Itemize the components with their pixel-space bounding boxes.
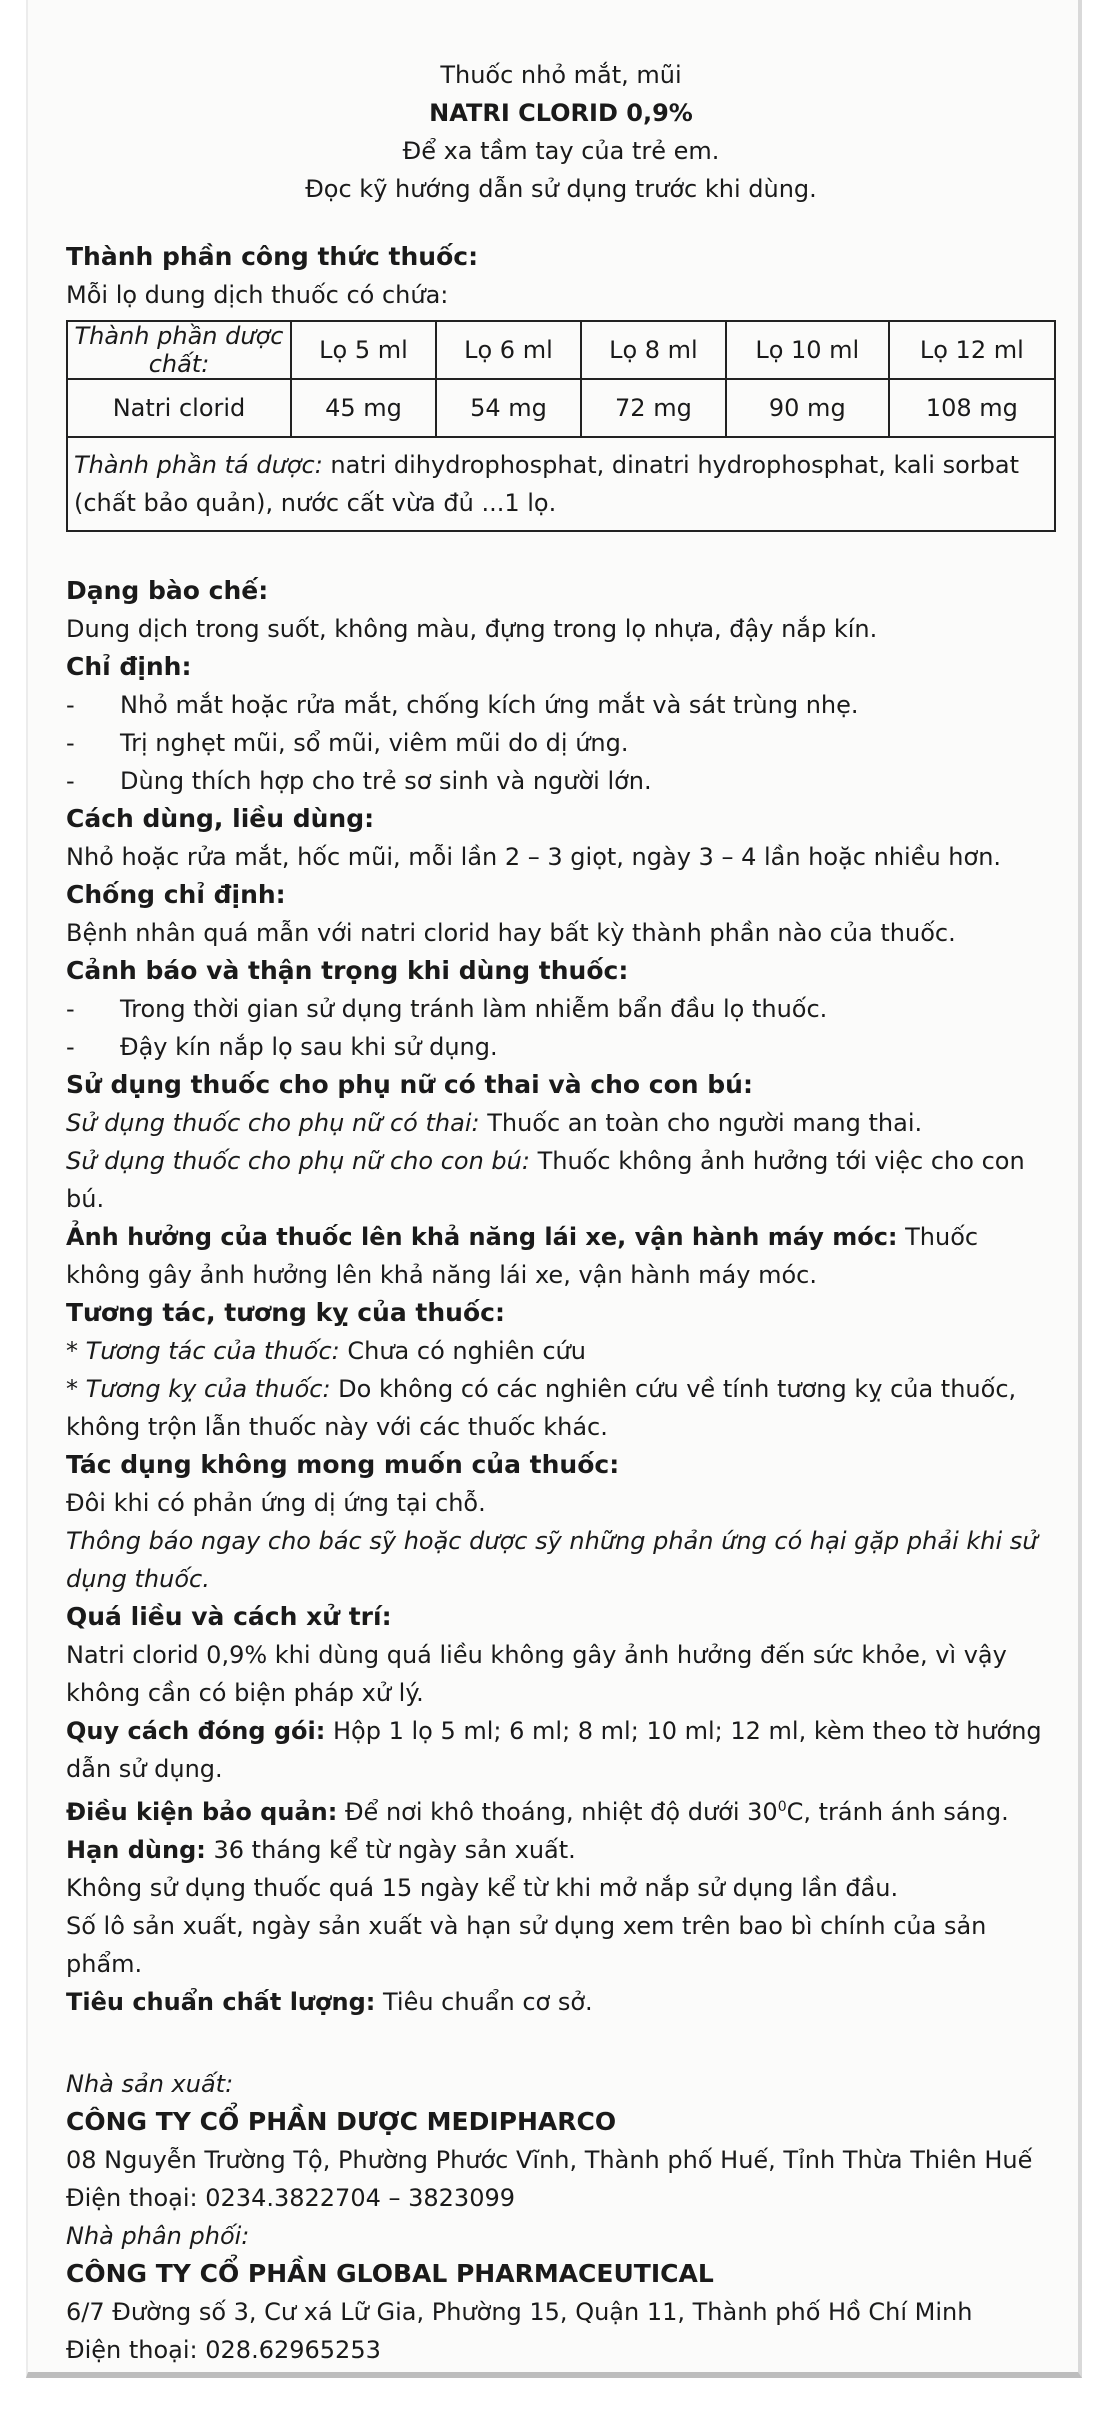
- table-header-cell: Lọ 5 ml: [291, 321, 436, 379]
- interactions-text: * Tương tác của thuốc: Chưa có nghiên cứu: [66, 1337, 586, 1365]
- table-cell: 108 mg: [889, 379, 1055, 437]
- distributor-address: 6/7 Đường số 3, Cư xá Lữ Gia, Phường 15, Quận 11, Thành phố Hồ Chí Minh: [66, 2298, 973, 2326]
- storage-paragraph: Điều kiện bảo quản: Để nơi khô thoáng, nhiệt độ dưới $30^0C$, tránh ánh sáng.: [66, 1798, 1009, 1826]
- driving-paragraph: Ảnh hưởng của thuốc lên khả năng lái xe, vận hành máy móc: Thuốc không gây ảnh hưởng lên khả năng lái xe, vận hành máy móc.: [66, 1223, 979, 1289]
- distributor-name: CÔNG TY CỔ PHẦN GLOBAL PHARMACEUTICAL: [66, 2259, 714, 2288]
- shelf-life-after-opening: Không sử dụng thuốc quá 15 ngày kể từ khi mở nắp sử dụng lần đầu.: [66, 1874, 899, 1902]
- leaflet-content: [66, 56, 1056, 2369]
- incompatibility-text: * Tương kỵ của thuốc: Do không có các nghiên cứu về tính tương kỵ của thuốc, không trộn lẫn thuốc này với các thuốc khác.: [66, 1375, 1017, 1441]
- leaflet-sheet: [26, 0, 1082, 2378]
- leaflet-header: [66, 56, 1056, 208]
- composition-table: [66, 320, 1056, 532]
- dosage-form-heading: Dạng bào chế:: [66, 576, 269, 605]
- manufacturer-phone: Điện thoại: 0234.3822704 – 3823099: [66, 2184, 516, 2212]
- table-cell: 72 mg: [581, 379, 726, 437]
- composition-heading: Thành phần công thức thuốc:: [66, 242, 479, 271]
- table-header-cell: Lọ 10 ml: [726, 321, 889, 379]
- dosage-form-text: Dung dịch trong suốt, không màu, đựng trong lọ nhựa, đậy nắp kín.: [66, 615, 878, 643]
- contraindications-text: Bệnh nhân quá mẫn với natri clorid hay bất kỳ thành phần nào của thuốc.: [66, 919, 956, 947]
- table-cell: Natri clorid: [67, 379, 291, 437]
- table-cell: 45 mg: [291, 379, 436, 437]
- read-instructions: Đọc kỹ hướng dẫn sử dụng trước khi dùng.: [305, 175, 817, 203]
- list-item: - Đậy kín nắp lọ sau khi sử dụng.: [66, 1033, 498, 1061]
- composition-intro: Mỗi lọ dung dịch thuốc có chứa:: [66, 281, 449, 309]
- distributor-phone: Điện thoại: 028.62965253: [66, 2336, 381, 2364]
- batch-info: Số lô sản xuất, ngày sản xuất và hạn sử dụng xem trên bao bì chính của sản phẩm.: [66, 1912, 987, 1978]
- warnings-heading: Cảnh báo và thận trọng khi dùng thuốc:: [66, 956, 629, 985]
- table-header-cell: Thành phần dược chất:: [67, 321, 291, 379]
- list-item: - Trị nghẹt mũi, sổ mũi, viêm mũi do dị ứng.: [66, 729, 629, 757]
- table-cell: 54 mg: [436, 379, 581, 437]
- usage-heading: Cách dùng, liều dùng:: [66, 804, 375, 833]
- usage-text: Nhỏ hoặc rửa mắt, hốc mũi, mỗi lần 2 – 3 giọt, ngày 3 – 4 lần hoặc nhiều hơn.: [66, 843, 1002, 871]
- distributor-label: Nhà phân phối:: [66, 2222, 250, 2250]
- table-header-row: [67, 321, 1055, 379]
- excipients-row: [67, 437, 1055, 531]
- list-item: - Dùng thích hợp cho trẻ sơ sinh và người lớn.: [66, 767, 652, 795]
- manufacturer-address: 08 Nguyễn Trường Tộ, Phường Phước Vĩnh, Thành phố Huế, Tỉnh Thừa Thiên Huế: [66, 2146, 1033, 2174]
- product-type: Thuốc nhỏ mắt, mũi: [440, 61, 682, 89]
- overdose-text: Natri clorid 0,9% khi dùng quá liều không gây ảnh hưởng đến sức khỏe, vì vậy không cần có biện pháp xử lý.: [66, 1641, 1007, 1707]
- product-title: NATRI CLORID 0,9%: [429, 99, 693, 127]
- indications-heading: Chỉ định:: [66, 652, 192, 681]
- manufacturer-label: Nhà sản xuất:: [66, 2070, 234, 2098]
- lactation-text: Sử dụng thuốc cho phụ nữ cho con bú: Thuốc không ảnh hưởng tới việc cho con bú.: [66, 1147, 1025, 1213]
- standard-paragraph: Tiêu chuẩn chất lượng: Tiêu chuẩn cơ sở.: [66, 1988, 593, 2016]
- list-item: - Trong thời gian sử dụng tránh làm nhiễm bẩn đầu lọ thuốc.: [66, 995, 828, 1023]
- table-header-cell: Lọ 6 ml: [436, 321, 581, 379]
- overdose-heading: Quá liều và cách xử trí:: [66, 1602, 392, 1631]
- table-cell: 90 mg: [726, 379, 889, 437]
- table-header-cell: Lọ 12 ml: [889, 321, 1055, 379]
- side-effects-heading: Tác dụng không mong muốn của thuốc:: [66, 1450, 620, 1479]
- pregnancy-heading: Sử dụng thuốc cho phụ nữ có thai và cho con bú:: [66, 1070, 753, 1099]
- interactions-heading: Tương tác, tương kỵ của thuốc:: [66, 1298, 505, 1327]
- side-effects-note: Thông báo ngay cho bác sỹ hoặc dược sỹ những phản ứng có hại gặp phải khi sử dụng thuốc.: [66, 1527, 1038, 1593]
- side-effects-text: Đôi khi có phản ứng dị ứng tại chỗ.: [66, 1489, 486, 1517]
- manufacturer-name: CÔNG TY CỔ PHẦN DƯỢC MEDIPHARCO: [66, 2107, 617, 2136]
- list-item: - Nhỏ mắt hoặc rửa mắt, chống kích ứng mắt và sát trùng nhẹ.: [66, 691, 859, 719]
- shelf-life-paragraph: Hạn dùng: 36 tháng kể từ ngày sản xuất.: [66, 1836, 576, 1864]
- contraindications-heading: Chống chỉ định:: [66, 880, 286, 909]
- packaging-paragraph: Quy cách đóng gói: Hộp 1 lọ 5 ml; 6 ml; 8 ml; 10 ml; 12 ml, kèm theo tờ hướng dẫn sử dụng.: [66, 1717, 1042, 1783]
- table-header-cell: Lọ 8 ml: [581, 321, 726, 379]
- table-row: [67, 379, 1055, 437]
- pregnancy-text: Sử dụng thuốc cho phụ nữ có thai: Thuốc an toàn cho người mang thai.: [66, 1109, 923, 1137]
- child-warning: Để xa tầm tay của trẻ em.: [402, 137, 720, 165]
- excipients-cell: Thành phần tá dược: natri dihydrophosphat, dinatri hydrophosphat, kali sorbat (chất bảo quản), nước cất vừa đủ ...1 lọ.: [67, 437, 1055, 531]
